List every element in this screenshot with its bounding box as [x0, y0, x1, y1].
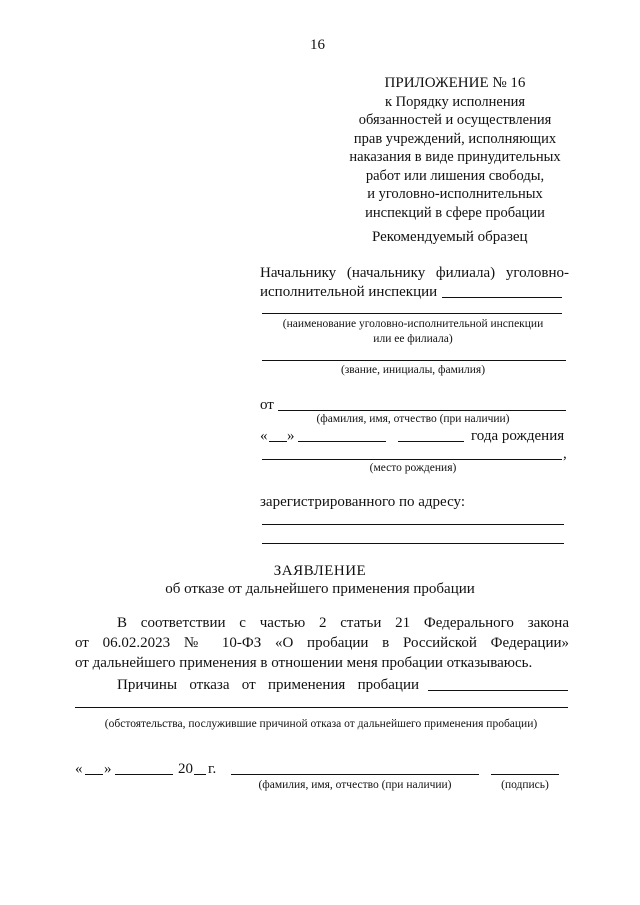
paragraph-line-3: от дальнейшего применения в отношении меня пробации отказываюсь.	[75, 655, 533, 671]
birth-year-label: года рождения	[471, 428, 565, 444]
addressee-line-2: исполнительной инспекции	[260, 284, 438, 300]
signer-fio-hint: (фамилия, имя, отчество (при наличии)	[258, 779, 452, 791]
appendix-line-6: и уголовно-исполнительных	[367, 186, 543, 202]
birthplace-comma: ,	[563, 446, 567, 462]
sender-fio-hint: (фамилия, имя, отчество (при наличии)	[316, 413, 510, 425]
birth-year-field[interactable]	[398, 441, 464, 442]
appendix-line-5: работ или лишения свободы,	[365, 167, 545, 184]
appendix-line-3: прав учреждений, исполняющих	[353, 130, 557, 147]
appendix-line-2: обязанностей и осуществления	[358, 112, 552, 128]
signature-field[interactable]	[491, 774, 559, 775]
inspection-name-field-2[interactable]	[262, 313, 562, 314]
birth-close-quote: »	[287, 428, 295, 444]
appendix-line-7: инспекций в сфере пробации	[365, 204, 545, 221]
date-day-field[interactable]	[85, 774, 103, 775]
paragraph-line-2: от 06.02.2023 № 10-ФЗ «О пробации в Российской Федерации»	[75, 635, 569, 651]
rank-name-field[interactable]	[262, 360, 566, 361]
reasons-hint: (обстоятельства, послужившие причиной отказа от дальнейшего применения пробации)	[104, 718, 538, 730]
birth-day-field[interactable]	[269, 441, 287, 442]
from-label: от	[260, 397, 274, 413]
date-year-suffix: г.	[208, 761, 217, 777]
inspection-name-field-1[interactable]	[442, 297, 562, 298]
birthplace-hint: (место рождения)	[369, 462, 457, 474]
appendix-header	[330, 74, 580, 222]
birthplace-field[interactable]	[262, 459, 562, 460]
birth-open-quote: «	[260, 428, 268, 444]
appendix-line-4: наказания в виде принудительных	[349, 149, 561, 165]
appendix-line-1: к Порядку исполнения	[384, 93, 526, 110]
date-year-field[interactable]	[194, 774, 206, 775]
sample-label: Рекомендуемый образец	[372, 229, 528, 245]
registered-label: зарегистрированного по адресу:	[260, 494, 465, 510]
rank-hint: (звание, инициалы, фамилия)	[340, 364, 486, 376]
address-field-2[interactable]	[262, 543, 564, 544]
statement-title: ЗАЯВЛЕНИЕ	[273, 563, 367, 579]
date-year-prefix: 20	[178, 761, 193, 777]
date-close-quote: »	[104, 761, 112, 777]
appendix-title: ПРИЛОЖЕНИЕ № 16	[384, 75, 526, 91]
signer-fio-field[interactable]	[231, 774, 479, 775]
sender-fio-field[interactable]	[278, 410, 566, 411]
date-month-field[interactable]	[115, 774, 173, 775]
reasons-field-1[interactable]	[428, 690, 568, 691]
reasons-field-2[interactable]	[75, 707, 568, 708]
statement-subtitle: об отказе от дальнейшего применения пробации	[165, 581, 475, 597]
signature-hint: (подпись)	[501, 779, 549, 791]
reasons-label: Причины отказа от применения пробации	[117, 677, 419, 693]
addressee-line-1: Начальнику (начальнику филиала) уголовно-	[260, 265, 569, 281]
paragraph-line-1: В соответствии с частью 2 статьи 21 Федерального закона	[117, 615, 569, 631]
address-field-1[interactable]	[262, 524, 564, 525]
date-open-quote: «	[75, 761, 83, 777]
page-number: 16	[310, 37, 325, 53]
birth-month-field[interactable]	[298, 441, 386, 442]
inspection-hint-1: (наименование уголовно-исполнительной инспекции	[282, 318, 544, 330]
inspection-hint-2: или ее филиала)	[373, 333, 453, 345]
